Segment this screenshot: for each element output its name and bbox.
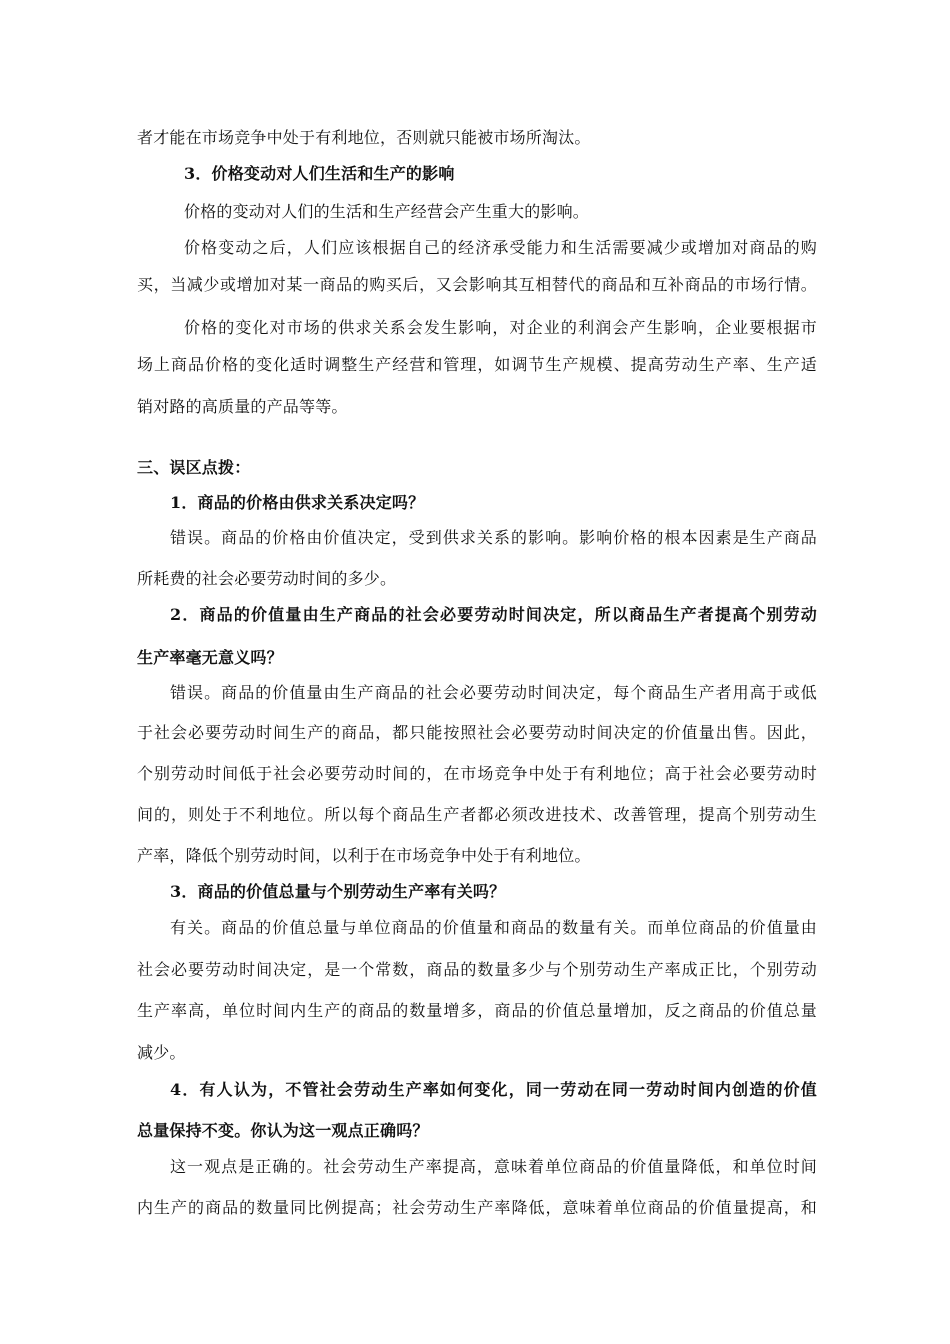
- text-line: 场上商品价格的变化适时调整生产经营和管理，如调节生产规模、提高劳动生产率、生产适: [137, 355, 817, 374]
- text-line: 于社会必要劳动时间生产的商品，都只能按照社会必要劳动时间决定的价值量出售。因此，: [137, 723, 817, 742]
- text-line: 错误。商品的价格由价值决定，受到供求关系的影响。影响价格的根本因素是生产商品: [170, 528, 817, 547]
- text-line: 社会必要劳动时间决定，是一个常数，商品的数量多少与个别劳动生产率成正比，个别劳动: [137, 960, 817, 979]
- text-line: 价格的变动对人们的生活和生产经营会产生重大的影响。: [184, 202, 590, 221]
- question-heading: 总量保持不变。你认为这一观点正确吗？: [137, 1121, 429, 1140]
- text-line: 买，当减少或增加对某一商品的购买后，又会影响其互相替代的商品和互补商品的市场行情。: [137, 275, 817, 294]
- text-line: 个别劳动时间低于社会必要劳动时间的，在市场竞争中处于有利地位；高于社会必要劳动时: [137, 764, 817, 783]
- text-line: 这一观点是正确的。社会劳动生产率提高，意味着单位商品的价值量降低，和单位时间: [170, 1157, 817, 1176]
- text-line: 有关。商品的价值总量与单位商品的价值量和商品的数量有关。而单位商品的价值量由: [170, 918, 817, 937]
- subheading: 3．价格变动对人们生活和生产的影响: [184, 164, 455, 183]
- question-heading: 生产率毫无意义吗？: [137, 648, 283, 667]
- question-heading: 4．有人认为，不管社会劳动生产率如何变化，同一劳动在同一劳动时间内创造的价值: [170, 1080, 817, 1099]
- question-heading: 1．商品的价格由供求关系决定吗？: [170, 493, 425, 512]
- text-line: 减少。: [137, 1043, 186, 1062]
- text-line: 所耗费的社会必要劳动时间的多少。: [137, 569, 397, 588]
- text-line: 销对路的高质量的产品等等。: [137, 397, 348, 416]
- text-line: 生产率高，单位时间内生产的商品的数量增多，商品的价值总量增加，反之商品的价值总量: [137, 1001, 817, 1020]
- text-line: 价格的变化对市场的供求关系会发生影响，对企业的利润会产生影响，企业要根据市: [184, 318, 817, 337]
- text-line: 产率，降低个别劳动时间，以利于在市场竞争中处于有利地位。: [137, 846, 591, 865]
- text-line: 错误。商品的价值量由生产商品的社会必要劳动时间决定，每个商品生产者用高于或低: [170, 683, 817, 702]
- text-line: 价格变动之后，人们应该根据自己的经济承受能力和生活需要减少或增加对商品的购: [184, 238, 817, 257]
- text-line: 内生产的商品的数量同比例提高；社会劳动生产率降低，意味着单位商品的价值量提高，和: [137, 1198, 817, 1217]
- section-heading: 三、误区点拨：: [137, 458, 251, 477]
- text-line: 者才能在市场竞争中处于有利地位，否则就只能被市场所淘汰。: [137, 128, 591, 147]
- question-heading: 2．商品的价值量由生产商品的社会必要劳动时间决定，所以商品生产者提高个别劳动: [170, 605, 817, 624]
- text-line: 间的，则处于不利地位。所以每个商品生产者都必须改进技术、改善管理，提高个别劳动生: [137, 805, 817, 824]
- question-heading: 3．商品的价值总量与个别劳动生产率有关吗？: [170, 882, 506, 901]
